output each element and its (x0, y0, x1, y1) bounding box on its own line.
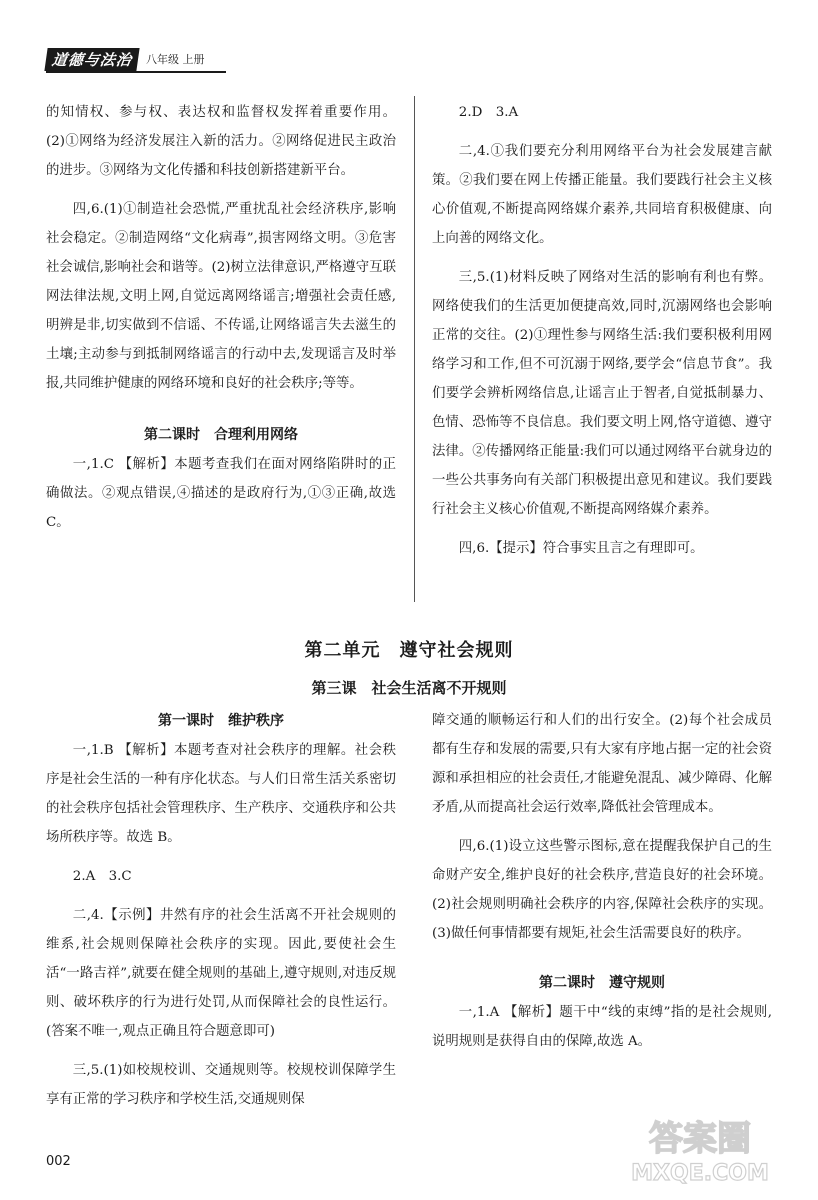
paragraph: 二,4.①我们要充分利用网络平台为社会发展建言献策。②我们要在网上传播正能量。我们要践行社会主义核心价值观,不断提高网络媒介素养,共同培育积极健康、向上向善的网络文化。 (432, 144, 772, 246)
header-underline (46, 71, 226, 73)
page-header (46, 48, 205, 70)
unit-title: 第二单元 遵守社会规则 (304, 640, 514, 661)
paragraph: 障交通的顺畅运行和人们的出行安全。(2)每个社会成员都有生存和发展的需要,只有大家有序地占据一定的社会资源和承担相应的社会责任,才能避免混乱、减少障碍、化解矛盾,从而提高社会运行效率,降低社会管理成本。 (432, 713, 772, 815)
paragraph: 二,4.【示例】井然有序的社会生活离不开社会规则的维系,社会规则保障社会秩序的实现。因此,要使社会生活“一路吉祥”,就要在健全规则的基础上,遵守规则,对违反规则、破坏秩序的行为进行处罚,从而保障社会的良性运行。(答案不唯一,观点正确且符合题意即可) (46, 908, 396, 1039)
paragraph: 2.D 3.A (458, 105, 519, 120)
paragraph: 四,6.(1)设立这些警示图标,意在提醒我保护自己的生命财产安全,维护良好的社会秩序,营造良好的社会环境。(2)社会规则明确社会秩序的内容,保障社会秩序的实现。(3)做任何事情都要有规矩,社会生活需要良好的秩序。 (432, 839, 772, 941)
section-heading: 第二课时 遵守规则 (539, 975, 665, 991)
top-right-column (432, 98, 772, 573)
paragraph: 四,6.【提示】符合事实且言之有理即可。 (458, 541, 704, 556)
bottom-left-column (46, 706, 396, 1124)
paragraph: 一,1.B 【解析】本题考查对社会秩序的理解。社会秩序是社会生活的一种有序化状态。与人们日常生活关系密切的社会秩序包括社会管理秩序、生产秩序、交通秩序和公共场所秩序等。故选 B。 (46, 743, 396, 845)
paragraph: 三,5.(1)如校规校训、交通规则等。校规校训保障学生享有正常的学习秩序和学校生活,交通规则保 (46, 1063, 396, 1107)
watermark-line2: MXQE.COM (631, 1161, 769, 1186)
watermark-logo (600, 1108, 800, 1188)
section-heading: 第二课时 合理利用网络 (144, 427, 298, 443)
header-brand: 道德与法治 (44, 48, 139, 71)
paragraph: 2.A 3.C (72, 869, 132, 884)
paragraph: 三,5.(1)材料反映了网络对生活的影响有利也有弊。网络使我们的生活更加便捷高效,同时,沉溺网络也会影响正常的交往。(2)①理性参与网络生活:我们要积极利用网络学习和工作,但不可沉溺于网络,要学会“信息节食”。我们要学会辨析网络信息,让谣言止于智者,自觉抵制暴力、色情、恐怖等不良信息。我们要文明上网,恪守道德、遵守法律。②传播网络正能量:我们可以通过网络平台就身边的一些公共事务向有关部门积极提出意见和建议。我们要践行社会主义核心价值观,不断提高网络媒介素养。 (432, 270, 772, 517)
top-left-column (46, 98, 396, 547)
lesson-title: 第三课 社会生活离不开规则 (311, 679, 507, 697)
paragraph: 一,1.A 【解析】题干中“线的束缚”指的是社会规则,说明规则是获得自由的保障,故选 A。 (432, 1005, 772, 1049)
column-divider (414, 96, 415, 602)
bottom-right-column (432, 706, 772, 1066)
header-grade: 八年级 上册 (146, 53, 205, 66)
section-heading: 第一课时 维护秩序 (158, 713, 284, 729)
watermark-line1: 答案圈 (649, 1119, 751, 1159)
page-number: 002 (46, 1154, 71, 1169)
paragraph: 一,1.C 【解析】本题考查我们在面对网络陷阱时的正确做法。②观点错误,④描述的是政府行为,①③正确,故选 C。 (46, 457, 396, 530)
paragraph: 四,6.(1)①制造社会恐慌,严重扰乱社会经济秩序,影响社会稳定。②制造网络“文化病毒”,损害网络文明。③危害社会诚信,影响社会和谐等。(2)树立法律意识,严格遵守互联网法律法规,文明上网,自觉远离网络谣言;增强社会责任感,明辨是非,切实做到不信谣、不传谣,让网络谣言失去滋生的土壤;主动参与到抵制网络谣言的行动中去,发现谣言及时举报,共同维护健康的网络环境和良好的社会秩序;等等。 (46, 202, 396, 391)
paragraph: 的知情权、参与权、表达权和监督权发挥着重要作用。(2)①网络为经济发展注入新的活力。②网络促进民主政治的进步。③网络为文化传播和科技创新搭建新平台。 (46, 105, 396, 178)
